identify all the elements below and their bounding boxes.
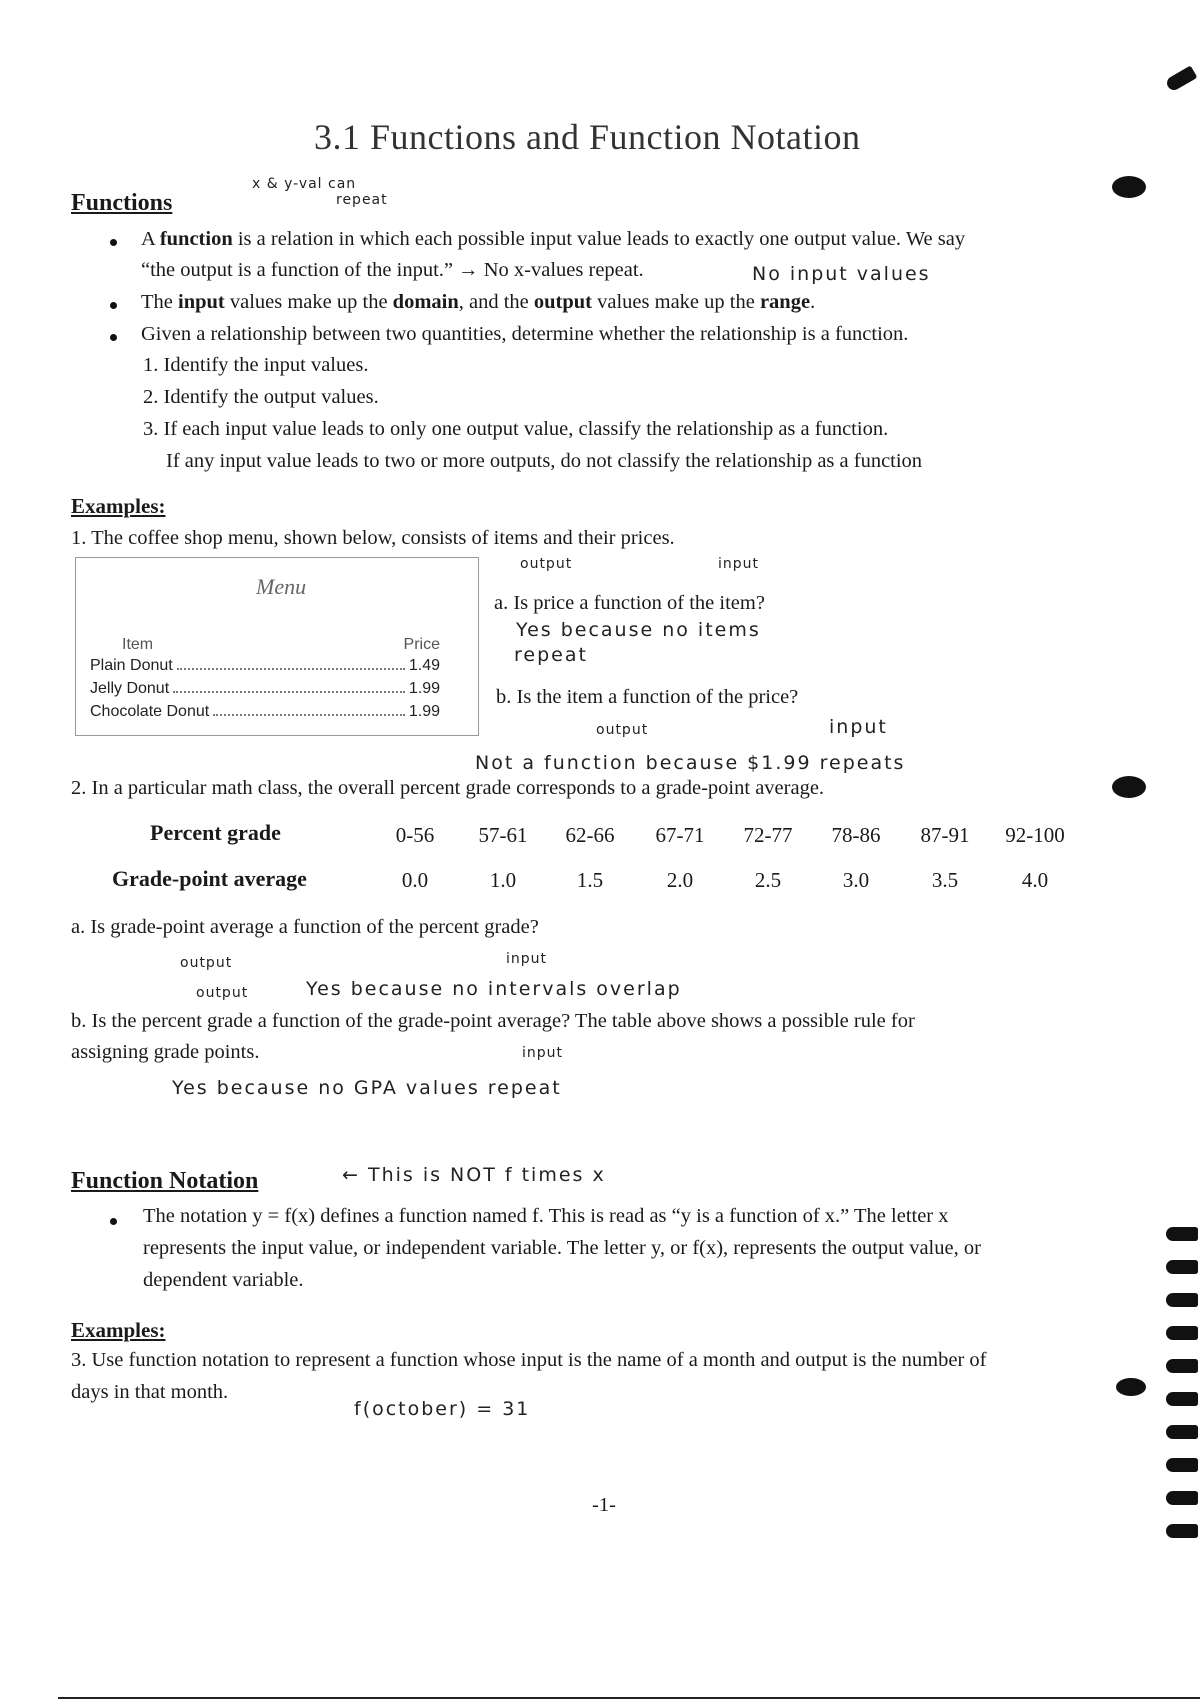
question-3-line2: days in that month. xyxy=(71,1381,229,1403)
gpa-cell: 3.5 xyxy=(931,868,959,892)
step-3: 3. If each input value leads to only one output value, classify the relationship as a function. xyxy=(143,418,889,440)
gpa-cell: 1.0 xyxy=(489,868,517,892)
menu-title: Menu xyxy=(256,574,307,599)
function-definition: A function is a relation in which each possible input value leads to exactly one output value. We say xyxy=(141,228,966,250)
examples-heading: Examples: xyxy=(71,494,166,518)
handwritten-input-label: input xyxy=(506,951,548,967)
step-2: 2. Identify the output values. xyxy=(143,386,379,408)
function-definition-line2: “the output is a function of the input.” → No x-values repeat. xyxy=(141,259,644,281)
menu-item-header: Item xyxy=(122,636,154,653)
binder-ring-icon xyxy=(1166,1359,1198,1373)
handwritten-input-label: input xyxy=(522,1045,564,1061)
percent-grade-cell: 92-100 xyxy=(1005,823,1065,847)
binder-ring-icon xyxy=(1166,1326,1198,1340)
menu-row: Chocolate Donut 1.99 xyxy=(90,703,440,720)
menu-row: Jelly Donut 1.99 xyxy=(90,680,440,697)
menu-row: Plain Donut 1.49 xyxy=(90,657,440,674)
step-1: 1. Identify the input values. xyxy=(143,354,369,376)
question-2b: b. Is the percent grade a function of the grade-point average? The table above shows a possible rule for xyxy=(71,1010,915,1032)
gpa-cell: 2.5 xyxy=(754,868,782,892)
page-title: 3.1 Functions and Function Notation xyxy=(314,117,861,157)
question-1: 1. The coffee shop menu, shown below, consists of items and their prices. xyxy=(71,527,675,549)
percent-grade-cell: 72-77 xyxy=(743,823,793,847)
handwritten-repeat-note: repeat xyxy=(336,192,388,208)
binder-ring-icon xyxy=(1166,1392,1198,1406)
handwritten-no-input-values: No input values xyxy=(752,263,931,285)
footer-rule xyxy=(58,1697,1200,1699)
ink-blot xyxy=(1112,776,1146,798)
gpa-cell: 0.0 xyxy=(401,868,429,892)
binder-ring-icon xyxy=(1166,1227,1198,1241)
binder-ring-icon xyxy=(1166,1260,1198,1274)
handwritten-input-label: input xyxy=(829,716,888,738)
binder-ring-icon xyxy=(1166,1524,1198,1538)
percent-grade-cell: 57-61 xyxy=(478,823,528,847)
question-1a: a. Is price a function of the item? xyxy=(494,592,765,614)
binder-ring-icon xyxy=(1166,1293,1198,1307)
question-3: 3. Use function notation to represent a function whose input is the name of a month and output is the number of xyxy=(71,1349,987,1371)
handwritten-yes-intervals: Yes because no intervals overlap xyxy=(306,978,682,1000)
question-2: 2. In a particular math class, the overall percent grade corresponds to a grade-point average. xyxy=(71,777,825,799)
handwritten-f-october: f(october) = 31 xyxy=(354,1398,531,1420)
binder-ring-icon xyxy=(1166,1425,1198,1439)
percent-grade-cell: 78-86 xyxy=(831,823,881,847)
bullet-dot xyxy=(110,334,117,341)
menu-price-header: Price xyxy=(403,636,440,653)
handwritten-not-a-function: Not a function because $1.99 repeats xyxy=(475,752,906,774)
gpa-label: Grade-point average xyxy=(112,866,307,891)
ink-blot xyxy=(1112,176,1146,198)
percent-grade-cell: 67-71 xyxy=(655,823,705,847)
determine-function-text: Given a relationship between two quantities, determine whether the relationship is a function. xyxy=(141,323,909,345)
gpa-cell: 1.5 xyxy=(576,868,604,892)
handwritten-not-f-times-x: ← This is NOT f times x xyxy=(342,1164,606,1186)
binder-ring-icon xyxy=(1166,1458,1198,1472)
question-1b: b. Is the item a function of the price? xyxy=(496,686,799,708)
percent-grade-cell: 0-56 xyxy=(395,823,435,847)
page-number: -1- xyxy=(592,1494,616,1516)
gpa-cell: 3.0 xyxy=(842,868,870,892)
question-2a: a. Is grade-point average a function of the percent grade? xyxy=(71,916,539,938)
functions-heading: Functions xyxy=(71,190,173,216)
gpa-cell: 2.0 xyxy=(666,868,694,892)
bullet-dot xyxy=(110,1218,117,1225)
handwritten-repeat: repeat xyxy=(514,644,588,666)
notation-text-line3: dependent variable. xyxy=(143,1269,304,1291)
bullet-dot xyxy=(110,302,117,309)
step-3-line2: If any input value leads to two or more outputs, do not classify the relationship as a function xyxy=(166,450,923,472)
ink-blot xyxy=(1116,1378,1146,1396)
notation-text: The notation y = f(x) defines a function named f. This is read as “y is a function of x.” The letter x xyxy=(143,1205,949,1227)
question-2b-line2: assigning grade points. xyxy=(71,1041,260,1063)
coffee-menu xyxy=(75,557,479,736)
bullet-dot xyxy=(110,239,117,246)
handwritten-output-label: output xyxy=(596,722,649,738)
notation-text-line2: represents the input value, or independent variable. The letter y, or f(x), represents the output value, or xyxy=(143,1237,981,1259)
function-notation-heading: Function Notation xyxy=(71,1168,259,1194)
percent-grade-cell: 62-66 xyxy=(565,823,615,847)
handwritten-output-label: output xyxy=(180,955,233,971)
handwritten-input-label: input xyxy=(718,556,760,572)
domain-range-text: The input values make up the domain, and the output values make up the range. xyxy=(141,291,816,313)
gpa-cell: 4.0 xyxy=(1021,868,1049,892)
handwritten-output-label: output xyxy=(520,556,573,572)
percent-grade-label: Percent grade xyxy=(150,820,281,845)
binder-ring-icon xyxy=(1166,1491,1198,1505)
binder-clip-icon xyxy=(1165,65,1198,92)
percent-grade-cell: 87-91 xyxy=(920,823,970,847)
handwritten-xy-note: x & y-val can xyxy=(252,176,357,192)
handwritten-output-label: output xyxy=(196,985,249,1001)
handwritten-yes-because-no-items: Yes because no items xyxy=(516,619,761,641)
handwritten-yes-gpa: Yes because no GPA values repeat xyxy=(172,1077,562,1099)
examples-heading-2: Examples: xyxy=(71,1318,166,1342)
